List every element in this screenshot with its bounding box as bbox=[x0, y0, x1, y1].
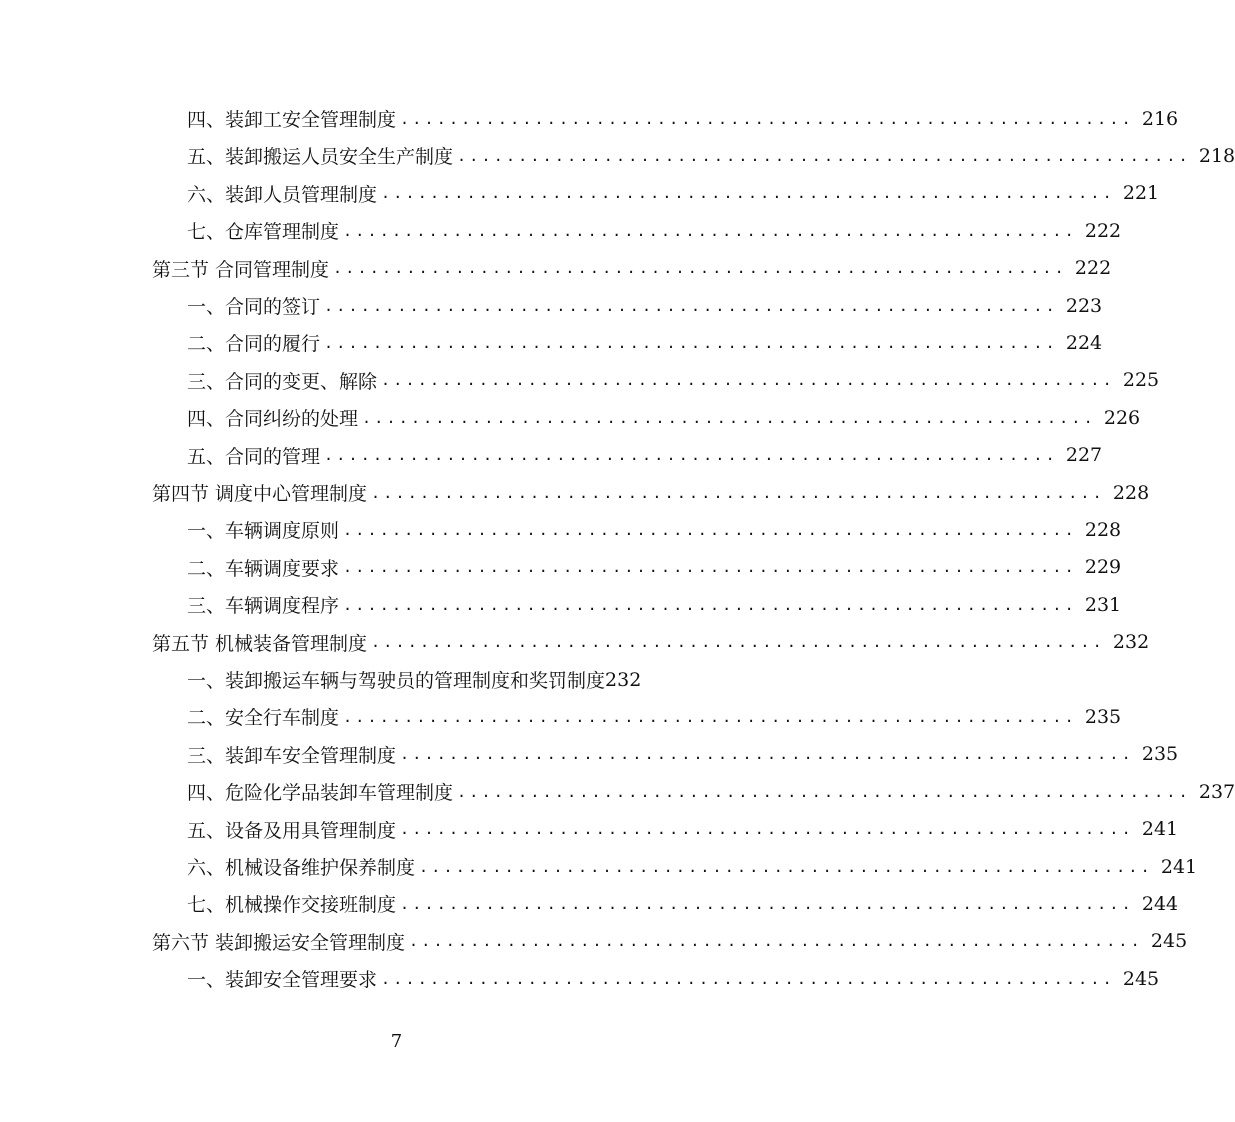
toc-entry-page: 216 bbox=[1141, 107, 1179, 130]
toc-entry[interactable] bbox=[187, 736, 1179, 773]
toc-entry[interactable] bbox=[187, 698, 1122, 735]
toc-entry-title: 第五节 机械装备管理制度 bbox=[152, 632, 368, 655]
toc-entry-page: 223 bbox=[1065, 294, 1103, 317]
toc-entry-page: 232 bbox=[605, 668, 642, 691]
toc-entry-title: 四、装卸工安全管理制度 bbox=[187, 109, 397, 131]
toc-entry-page: 232 bbox=[1112, 631, 1150, 654]
toc-entry-title: 七、机械操作交接班制度 bbox=[187, 894, 397, 917]
toc-dot-leader: ............................................................ bbox=[419, 857, 1153, 876]
toc-dot-leader: ............................................................ bbox=[400, 894, 1134, 913]
toc-entry[interactable] bbox=[187, 811, 1179, 848]
toc-entry-title: 一、合同的签订 bbox=[187, 296, 321, 318]
toc-entry[interactable] bbox=[187, 586, 1122, 623]
toc-entry-title: 二、安全行车制度 bbox=[187, 707, 340, 730]
toc-entry-title: 一、装卸安全管理要求 bbox=[187, 969, 378, 992]
toc-entry[interactable] bbox=[187, 100, 1179, 137]
toc-entry[interactable] bbox=[187, 848, 1198, 885]
toc-entry-page: 235 bbox=[1141, 743, 1179, 766]
toc-entry-page: 235 bbox=[1084, 705, 1122, 728]
toc-entry-title: 五、设备及用具管理制度 bbox=[187, 819, 397, 842]
toc-entry-page: 245 bbox=[1150, 930, 1188, 953]
toc-entry[interactable] bbox=[187, 885, 1179, 922]
toc-entry[interactable] bbox=[187, 212, 1122, 249]
toc-dot-leader: ............................................................ bbox=[381, 371, 1115, 390]
toc-entry-title: 六、机械设备维护保养制度 bbox=[187, 857, 416, 879]
toc-dot-leader: ............................................................ bbox=[381, 184, 1115, 203]
toc-entry[interactable] bbox=[187, 324, 1103, 361]
toc-entry-title: 一、车辆调度原则 bbox=[187, 520, 340, 543]
toc-dot-leader: ............................................................ bbox=[362, 408, 1096, 427]
toc-dot-leader: ............................................................ bbox=[409, 932, 1143, 951]
toc-entry-title: 四、危险化学品装卸车管理制度 bbox=[187, 782, 454, 805]
toc-entry-page: 228 bbox=[1084, 518, 1122, 541]
toc-dot-leader: ............................................................ bbox=[343, 221, 1077, 240]
toc-entry-page: 241 bbox=[1160, 855, 1198, 878]
toc-section-entry[interactable] bbox=[152, 624, 1150, 661]
toc-entry[interactable] bbox=[187, 511, 1122, 548]
page-number: 7 bbox=[390, 1031, 403, 1052]
toc-entry-title: 五、合同的管理 bbox=[187, 445, 321, 468]
toc-entry[interactable] bbox=[187, 137, 1235, 174]
toc-entry-title: 六、装卸人员管理制度 bbox=[187, 183, 378, 206]
toc-entry-page: 241 bbox=[1141, 818, 1179, 841]
toc-entry-title: 四、合同纠纷的处理 bbox=[187, 408, 359, 431]
toc-entry-title: 三、车辆调度程序 bbox=[187, 595, 340, 618]
toc-entry[interactable] bbox=[187, 399, 1141, 436]
toc-entry-title: 第三节 合同管理制度 bbox=[152, 258, 330, 281]
toc-dot-leader: ............................................................ bbox=[343, 520, 1077, 539]
toc-entry-title: 七、仓库管理制度 bbox=[187, 221, 340, 244]
toc-dot-leader: ............................................................ bbox=[371, 633, 1105, 652]
toc-dot-leader: ............................................................ bbox=[371, 483, 1105, 502]
toc-entry-title: 二、车辆调度要求 bbox=[187, 557, 340, 580]
toc-entry-page: 237 bbox=[1198, 780, 1235, 803]
toc-entry-page: 226 bbox=[1103, 406, 1141, 429]
toc-entry-page: 231 bbox=[1084, 593, 1122, 616]
toc-entry-title: 二、合同的履行 bbox=[187, 333, 321, 356]
toc-entry-page: 224 bbox=[1065, 331, 1103, 354]
toc-entry-page: 222 bbox=[1084, 219, 1122, 242]
toc-section-entry[interactable] bbox=[152, 474, 1150, 511]
toc-dot-leader: ............................................................ bbox=[400, 745, 1134, 764]
toc-entry-title: 三、合同的变更、解除 bbox=[187, 370, 378, 393]
toc-dot-leader: ............................................................ bbox=[324, 333, 1058, 352]
toc-dot-leader: ............................................................ bbox=[400, 820, 1134, 839]
toc-entry[interactable] bbox=[187, 362, 1160, 399]
toc-entry[interactable] bbox=[187, 661, 674, 698]
toc-entry-page: 227 bbox=[1065, 444, 1103, 467]
toc-entry-title: 三、装卸车安全管理制度 bbox=[187, 744, 397, 767]
toc-section-entry[interactable] bbox=[152, 923, 1188, 960]
toc-dot-leader: ............................................................ bbox=[381, 969, 1115, 988]
toc-entry-title: 第六节 装卸搬运安全管理制度 bbox=[152, 931, 406, 954]
toc-entry-page: 218 bbox=[1198, 144, 1235, 167]
toc-dot-leader: ............................................................ bbox=[343, 558, 1077, 577]
toc-dot-leader: ............................................................ bbox=[324, 296, 1058, 315]
toc-entry-title: 一、装卸搬运车辆与驾驶员的管理制度和奖罚制度 bbox=[187, 670, 606, 692]
toc-entry-page: 229 bbox=[1084, 556, 1122, 579]
toc-entry-title: 五、装卸搬运人员安全生产制度 bbox=[187, 146, 454, 169]
toc-entry-title: 第四节 调度中心管理制度 bbox=[152, 483, 368, 505]
toc-section-entry[interactable] bbox=[152, 250, 1112, 287]
toc-dot-leader: ............................................................ bbox=[400, 109, 1134, 128]
toc-dot-leader: ............................................................ bbox=[333, 259, 1067, 278]
toc-entry[interactable] bbox=[187, 287, 1103, 324]
toc-entry[interactable] bbox=[187, 175, 1160, 212]
toc-dot-leader: ............................................................ bbox=[343, 595, 1077, 614]
toc-entry-page: 245 bbox=[1122, 967, 1160, 990]
toc-dot-leader: ............................................................ bbox=[343, 707, 1077, 726]
toc-entry[interactable] bbox=[187, 773, 1235, 810]
toc-entry-page: 228 bbox=[1112, 481, 1150, 504]
toc-entry-page: 225 bbox=[1122, 369, 1160, 392]
toc-entry[interactable] bbox=[187, 960, 1160, 997]
toc-dot-leader: ............................................................ bbox=[324, 446, 1058, 465]
toc-dot-leader: ............................................................ bbox=[457, 146, 1191, 165]
toc-entry-page: 221 bbox=[1122, 182, 1160, 205]
toc-dot-leader: ............................................................ bbox=[457, 782, 1191, 801]
toc-entry-page: 244 bbox=[1141, 892, 1179, 915]
toc-entry[interactable] bbox=[187, 549, 1122, 586]
toc-entry-page: 222 bbox=[1074, 257, 1112, 280]
toc-entry[interactable] bbox=[187, 437, 1103, 474]
